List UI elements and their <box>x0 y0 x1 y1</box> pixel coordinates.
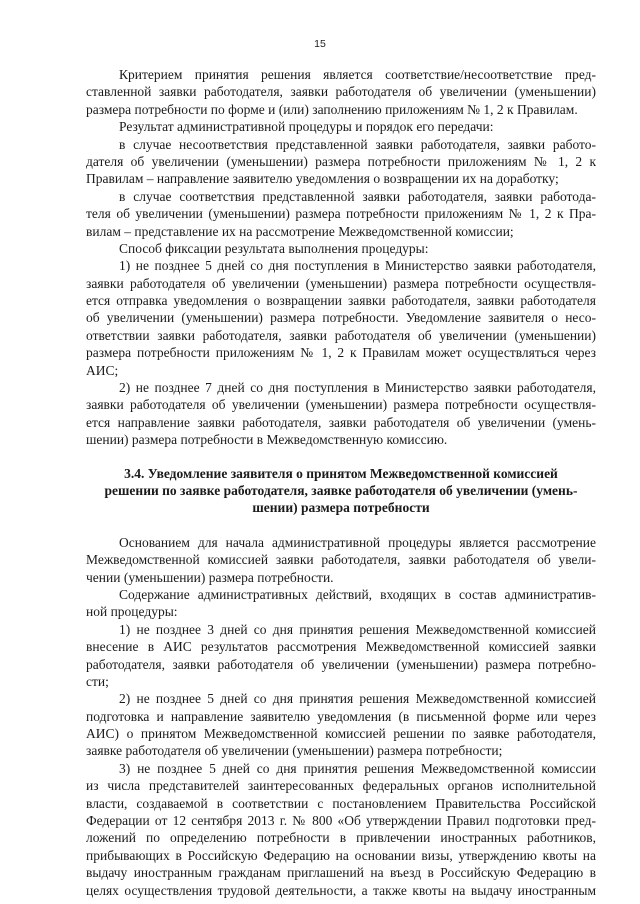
text-line: Федерации от 12 сентября 2013 г. № 800 «Об утверждении Правил подготовки пред- <box>86 813 596 829</box>
text-line: шении) размера потребности в Межведомственную комиссию. <box>86 432 448 448</box>
text-line: выдачу иностранным гражданам приглашений на въезд в Российскую Федерацию в <box>86 865 596 881</box>
text-line: размера потребности по форме и (или) заполнению приложениям № 1, 2 к Правилам. <box>86 101 578 117</box>
text-line: ставленной заявки работодателя, заявки работодателя об увеличении (уменьшении) <box>86 84 596 100</box>
text-line: Содержание административных действий, входящих в состав административ- <box>119 586 596 602</box>
text-line: ной процедуры: <box>86 604 178 620</box>
text-line: Основанием для начала административной процедуры является рассмотрение <box>119 534 596 550</box>
text-line: прибывающих в Российскую Федерацию на основании визы, утверждению квоты на <box>86 847 596 863</box>
text-line: внесение в АИС результатов рассмотрения Межведомственной комиссией заявки <box>86 639 596 655</box>
paragraph <box>86 240 596 257</box>
heading-line: 3.4. Уведомление заявителя о принятом Межведомственной комиссией <box>124 465 558 481</box>
text-line: об увеличении (уменьшении) размера потребности. Уведомление заявителя о несо- <box>86 310 596 326</box>
text-line: теля об увеличении (уменьшении) размера потребности приложениям № 1, 2 к Пра- <box>86 206 596 222</box>
text-line: ответствии заявки работодателя, заявки работодателя об увеличении (уменьшении) <box>86 327 596 343</box>
text-line: 1) не позднее 3 дней со дня принятия решения Межведомственной комиссией <box>119 621 596 637</box>
paragraph <box>86 66 596 118</box>
section-heading <box>86 465 596 517</box>
heading-line: решении по заявке работодателя, заявке работодателя об увеличении (умень- <box>104 482 578 498</box>
text-line: ется направление заявки работодателя, заявки работодателя об увеличении (умень- <box>86 414 596 430</box>
paragraph <box>86 534 596 586</box>
text-line: подготовка и направление заявителю уведомления (в письменной форме или через <box>86 708 596 724</box>
text-line: вилам – представление их на рассмотрение Межведомственной комиссии; <box>86 223 514 239</box>
text-line: АИС) о принятом Межведомственной комиссией решении по заявке работодателя, <box>86 726 596 742</box>
text-line: Межведомственной комиссией заявки работодателя, заявки работодателя об увели- <box>86 552 596 568</box>
paragraph <box>86 760 596 899</box>
text-line: власти, создаваемой в соответствии с постановлением Правительства Российской <box>86 795 596 811</box>
text-line: в случае соответствия представленной заявки работодателя, заявки работода- <box>119 188 596 204</box>
text-line: Способ фиксации результата выполнения процедуры: <box>119 240 429 256</box>
text-line: ется отправка уведомления о возвращении заявки работодателя, заявки работодателя <box>86 293 596 309</box>
paragraph <box>86 379 596 449</box>
paragraph <box>86 621 596 691</box>
text-line: заявки работодателя об увеличении (уменьшении) размера потребности осуществля- <box>86 275 596 291</box>
text-line: Критерием принятия решения является соответствие/несоответствие пред- <box>119 67 596 82</box>
text-line: 3) не позднее 5 дней со дня принятия решения Межведомственной комиссии <box>119 760 596 776</box>
paragraph <box>86 257 596 379</box>
text-line: Правилам – направление заявителю уведомления о возвращении их на доработку; <box>86 171 559 187</box>
text-line: в случае несоответствия представленной заявки работодателя, заявки работо- <box>119 136 596 152</box>
text-line: 2) не позднее 7 дней со дня поступления в Министерство заявки работодателя, <box>119 380 596 396</box>
paragraph <box>86 586 596 621</box>
text-line: ложений по определению потребности в привлечении иностранных работников, <box>86 830 596 846</box>
paragraph <box>86 188 596 240</box>
text-line: заявке работодателя об увеличении (уменьшении) размера потребности; <box>86 743 503 759</box>
text-line: сти; <box>86 673 109 689</box>
text-line: Результат административной процедуры и порядок его передачи: <box>119 119 494 135</box>
page-number: 15 <box>314 38 326 50</box>
text-line: 2) не позднее 5 дней со дня принятия решения Межведомственной комиссией <box>119 691 596 707</box>
text-line: работодателя, заявки работодателя об увеличении (уменьшении) размера потребно- <box>86 656 596 672</box>
text-line: 1) не позднее 5 дней со дня поступления в Министерство заявки работодателя, <box>119 258 596 274</box>
text-line: дателя об увеличении (уменьшении) размера потребности приложениям № 1, 2 к <box>86 153 596 169</box>
paragraph <box>86 690 596 760</box>
text-line: чении (уменьшении) размера потребности. <box>86 569 334 585</box>
text-line: размера потребности приложениям № 1, 2 к Правилам может осуществляться через <box>86 345 596 361</box>
text-line: АИС; <box>86 362 119 378</box>
text-line: из числа представителей заинтересованных федеральных органов исполнительной <box>86 778 596 794</box>
text-line: заявки работодателя об увеличении (уменьшении) размера потребности осуществля- <box>86 397 596 413</box>
document-body <box>86 66 596 899</box>
paragraph <box>86 136 596 188</box>
text-line: целях осуществления трудовой деятельности, а также квоты на выдачу иностранным <box>86 882 596 898</box>
paragraph <box>86 118 596 135</box>
heading-line: шении) размера потребности <box>252 500 430 516</box>
